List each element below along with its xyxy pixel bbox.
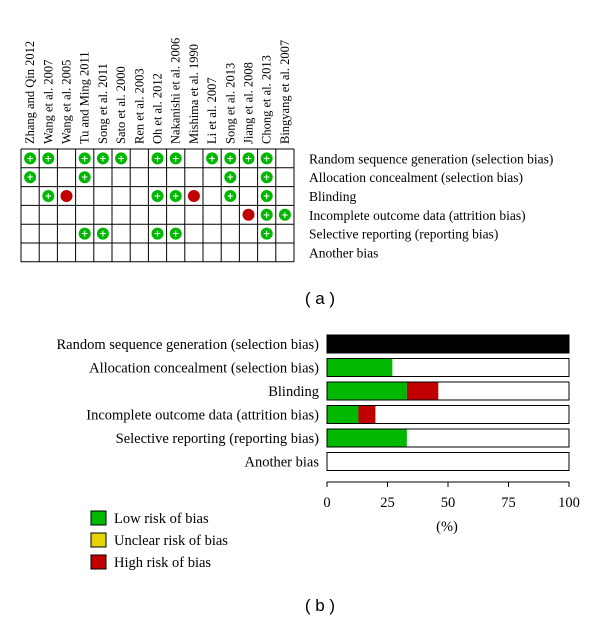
category-label: Incomplete outcome data (attrition bias) — [86, 407, 319, 424]
plus-symbol: + — [80, 229, 89, 240]
category-label: Allocation concealment (selection bias) — [89, 360, 319, 377]
legend-label: High risk of bias — [114, 555, 212, 571]
plus-symbol: + — [26, 173, 34, 184]
plus-symbol: + — [44, 154, 53, 165]
plus-symbol: + — [80, 173, 89, 184]
plus-symbol: + — [171, 154, 180, 165]
study-name-label: Sato et al. 2000 — [114, 66, 129, 144]
x-tick-label: 0 — [323, 495, 331, 511]
domain-label: Selective reporting (reporting bias) — [309, 226, 499, 242]
panel-b-bar-chart — [56, 335, 579, 571]
study-name-label: Tu and Ming 2011 — [77, 51, 92, 144]
panel-a-summary-table — [21, 38, 553, 262]
judgement-mark-high — [243, 209, 255, 221]
study-name-label: Nakanishi et al. 2006 — [168, 37, 183, 144]
plus-symbol: + — [262, 210, 271, 221]
domain-label: Another bias — [309, 245, 379, 261]
legend-swatch — [91, 511, 106, 525]
domain-label: Allocation concealment (selection bias) — [309, 170, 524, 186]
plus-symbol: + — [99, 229, 107, 240]
study-name-label: Song et al. 2011 — [95, 63, 110, 144]
judgement-mark-high — [61, 190, 73, 202]
x-tick-label: 75 — [501, 495, 516, 511]
study-name-label: Zhang and Qin 2012 — [23, 40, 38, 144]
legend-swatch — [91, 555, 106, 569]
x-tick-label: 50 — [440, 495, 456, 511]
plus-symbol: + — [262, 154, 271, 165]
study-name-label: Mishima et al. 1990 — [186, 44, 201, 144]
plus-symbol: + — [208, 154, 216, 165]
plus-symbol: + — [262, 173, 271, 184]
category-label: Blinding — [268, 384, 319, 400]
plus-symbol: + — [26, 154, 34, 165]
study-name-label: Chong et al. 2013 — [259, 55, 274, 144]
judgement-mark-high — [188, 190, 200, 202]
category-label: Selective reporting (reporting bias) — [115, 431, 319, 447]
study-name-label: Song et al. 2013 — [223, 62, 238, 144]
study-name-label: Li et al. 2007 — [205, 77, 220, 144]
plus-symbol: + — [281, 210, 289, 221]
bar-frame — [327, 453, 569, 471]
plus-symbol: + — [80, 154, 89, 165]
panel-a-label: ( a ) — [304, 289, 336, 308]
study-name-label: Bingyang et al. 2007 — [277, 39, 292, 144]
x-tick-label: 25 — [380, 495, 395, 511]
plus-symbol: + — [117, 154, 125, 165]
legend-swatch — [91, 533, 106, 547]
legend-label: Unclear risk of bias — [114, 533, 228, 549]
domain-label: Random sequence generation (selection bias) — [309, 151, 554, 167]
study-name-label: Oh et al. 2012 — [150, 73, 165, 144]
panel-b-label: ( b ) — [304, 596, 336, 615]
bar-segment-series-0 — [327, 406, 358, 424]
plus-symbol: + — [244, 154, 253, 165]
bar-segment-series-2 — [358, 406, 375, 424]
category-label: Another bias — [244, 454, 319, 471]
bar-segment-series-0 — [327, 429, 407, 447]
x-axis-title: (%) — [436, 519, 458, 535]
plus-symbol: + — [153, 229, 162, 240]
plus-symbol: + — [153, 154, 162, 165]
plus-symbol: + — [171, 192, 180, 202]
x-tick-label: 100 — [558, 495, 580, 511]
plus-symbol: + — [44, 192, 53, 202]
plus-symbol: + — [262, 192, 271, 202]
legend-label: Low risk of bias — [114, 511, 209, 527]
bar-segment-series-0 — [327, 359, 392, 377]
domain-label: Incomplete outcome data (attrition bias) — [309, 207, 526, 223]
plus-symbol: + — [99, 154, 107, 165]
plus-symbol: + — [262, 229, 271, 240]
study-name-label: Wang et al. 2005 — [59, 59, 74, 144]
plus-symbol: + — [226, 154, 235, 165]
plus-symbol: + — [153, 192, 162, 202]
domain-label: Blinding — [309, 189, 357, 204]
category-label: Random sequence generation (selection bias) — [56, 337, 319, 353]
plus-symbol: + — [226, 173, 235, 184]
plus-symbol: + — [171, 229, 180, 240]
bar-full-segment — [327, 335, 569, 353]
study-name-label: Ren et al. 2003 — [132, 68, 147, 144]
plus-symbol: + — [226, 192, 235, 202]
bar-segment-series-0 — [327, 382, 407, 400]
bar-segment-series-2 — [407, 382, 438, 400]
study-name-label: Wang et al. 2007 — [41, 59, 56, 144]
study-name-label: Jiang et al. 2008 — [241, 62, 256, 144]
